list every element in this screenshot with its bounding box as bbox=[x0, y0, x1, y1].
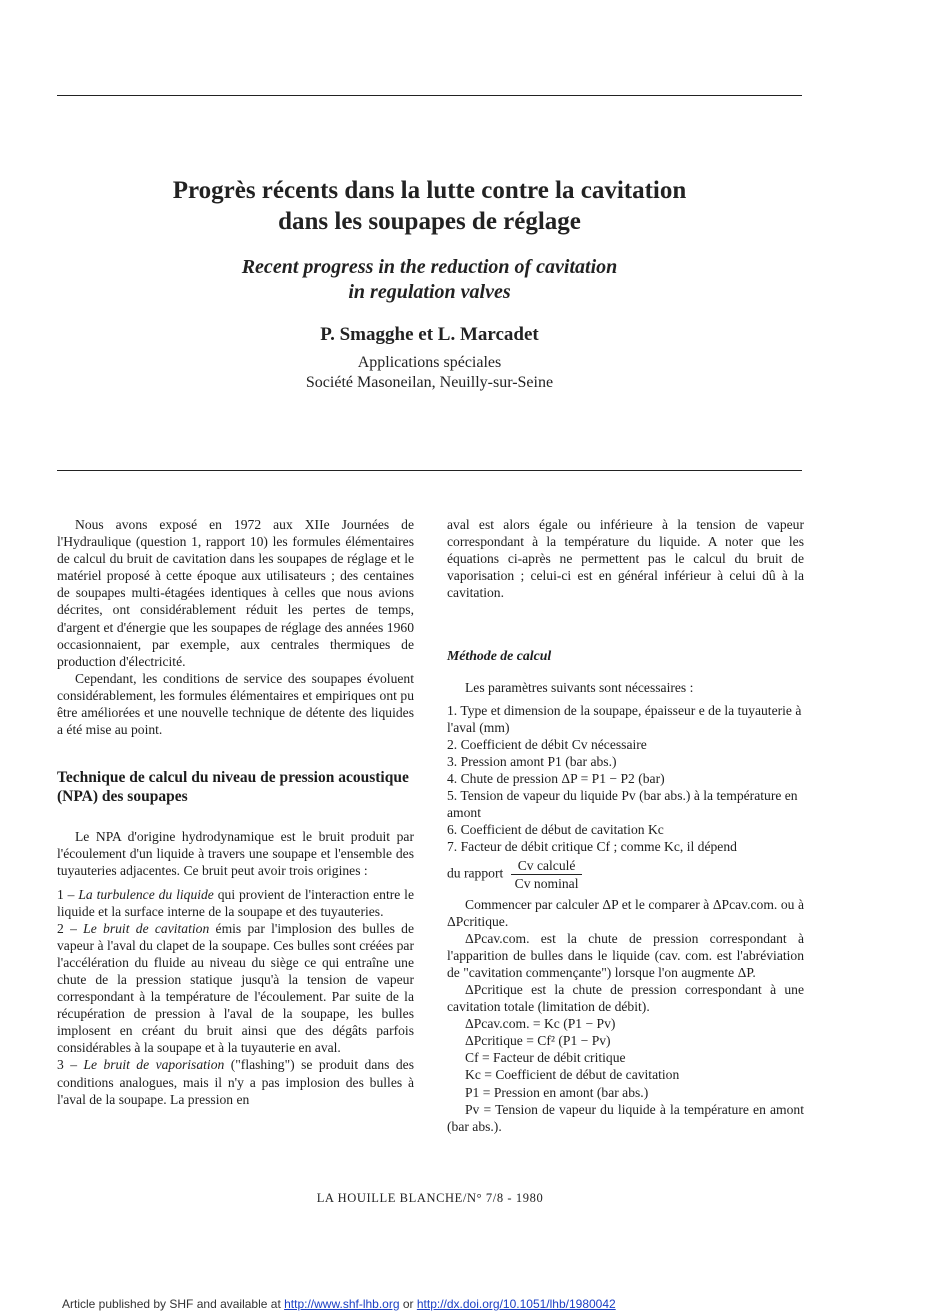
notice-text: Article published by SHF and available at bbox=[62, 1297, 285, 1311]
list-item: 4. Chute de pression ΔP = P1 − P2 (bar) bbox=[447, 771, 665, 787]
subtitle-line: in regulation valves bbox=[348, 281, 511, 303]
item-number: 2 – bbox=[57, 920, 84, 936]
item-text: émis par l'implosion des bulles de vapeur à l'aval du clapet de la soupape. Ces bulles sont créées par l'accélération du fluide au niveau du siège ce qui entraîne une chute de la pression statique jusqu'à la tension de vapeur correspondant à la température de l'écoulement. Par suite de la récupération de pression à l'aval de la soupape, les bulles implosent en créant du bruit ainsi que des dégâts parfois considérables à la soupape et à la tuyauterie en aval. bbox=[57, 920, 415, 1056]
params-list bbox=[447, 702, 804, 856]
top-rule bbox=[57, 95, 802, 96]
definition: P1 = Pression en amont (bar abs.) bbox=[465, 1084, 649, 1100]
definition: Cf = Facteur de débit critique bbox=[465, 1050, 626, 1066]
npa-paragraph: Le NPA d'origine hydrodynamique est le bruit produit par l'écoulement d'un liquide à travers une soupape et l'ensemble des tuyauteries adjacentes. Ce bruit peut avoir trois origines : bbox=[57, 829, 414, 879]
definition: Pv = Tension de vapeur du liquide à la température en amont (bar abs.). bbox=[447, 1101, 804, 1134]
shf-link[interactable]: http://www.shf-lhb.org bbox=[284, 1297, 400, 1311]
ratio-formula bbox=[447, 857, 804, 892]
affiliation bbox=[57, 353, 802, 393]
params-intro: Les paramètres suivants sont nécessaires : bbox=[465, 679, 694, 695]
right-column bbox=[447, 516, 804, 1135]
list-item: 3. Pression amont P1 (bar abs.) bbox=[447, 753, 617, 769]
intro-paragraph: Nous avons exposé en 1972 aux XIIe Journées de l'Hydraulique (question 1, rapport 10) les formules élémentaires de calcul du bruit de cavitation dans les soupapes de réglage et le matériel proposé à cette époque aux utilisateurs ; des centaines de soupapes multi-étagées identiques à celles que nous avions décrites, ont considérablement réduit les pertes de temps, d'argent et d'énergie que les soupapes de réglage des années 1960 occasionnaient, par exemple, aux centrales thermiques de production d'électricité. bbox=[57, 517, 414, 669]
subsection-heading: Méthode de calcul bbox=[447, 648, 552, 664]
equations bbox=[447, 1015, 804, 1100]
left-column bbox=[57, 516, 414, 1108]
fraction-numerator: Cv calculé bbox=[511, 857, 583, 875]
title-line: dans les soupapes de réglage bbox=[278, 208, 581, 235]
title-line: Progrès récents dans la lutte contre la cavitation bbox=[172, 177, 687, 204]
continuation-paragraph: aval est alors égale ou inférieure à la tension de vapeur correspondant à la température du liquide. A noter que les équations ci-après ne permettent pas le calcul du bruit de vaporisation ; celui-ci est en général inférieur à celui dû à la cavitation. bbox=[447, 517, 804, 601]
conditions-paragraph: Cependant, les conditions de service des soupapes évoluent considérablement, les formules élémentaires et empiriques ont pu être améliorées et une nouvelle technique de détente des liquides a été mise au point. bbox=[57, 670, 414, 738]
origin-item-vaporisation bbox=[57, 1056, 414, 1107]
list-item: 5. Tension de vapeur du liquide Pv (bar abs.) à la température en amont bbox=[447, 788, 798, 821]
item-term: La turbulence du liquide bbox=[78, 886, 214, 902]
item-number: 3 – bbox=[57, 1057, 84, 1073]
item-number: 1 – bbox=[57, 886, 79, 902]
article-subtitle bbox=[57, 255, 802, 305]
ratio-prefix: du rapport bbox=[447, 865, 504, 881]
fraction-denominator: Cv nominal bbox=[514, 875, 579, 891]
journal-footer: LA HOUILLE BLANCHE/N° 7/8 - 1980 bbox=[316, 1191, 544, 1205]
list-item: 7. Facteur de débit critique Cf ; comme Kc, il dépend bbox=[447, 839, 737, 855]
article-title bbox=[57, 175, 802, 237]
section-rule bbox=[57, 470, 802, 471]
section-heading: Technique de calcul du niveau de pression acoustique (NPA) des soupapes bbox=[57, 769, 409, 806]
affiliation-line: Société Masoneilan, Neuilly-sur-Seine bbox=[305, 374, 554, 391]
fraction bbox=[511, 857, 583, 892]
equation: ΔPcav.com. = Kc (P1 − Pv) bbox=[465, 1016, 616, 1032]
item-text: ("flashing") se produit dans des conditions analogues, mais il n'y a pas implosion des bulles à l'aval de la soupape. La pression en bbox=[57, 1057, 414, 1107]
origin-item-turbulence bbox=[57, 886, 414, 920]
list-item: 2. Coefficient de débit Cv nécessaire bbox=[447, 736, 647, 752]
origin-item-cavitation bbox=[57, 920, 414, 1057]
cavcom-paragraph: ΔPcav.com. est la chute de pression correspondant à l'apparition de bulles dans le liquide (cav. com. est l'abréviation de "cavitation commençante") lorsque l'on augmente ΔP. bbox=[447, 930, 804, 980]
item-term: Le bruit de cavitation bbox=[83, 920, 210, 936]
subtitle-line: Recent progress in the reduction of cavitation bbox=[241, 256, 618, 278]
affiliation-line: Applications spéciales bbox=[357, 354, 502, 371]
publication-notice bbox=[62, 1297, 616, 1311]
list-item: 6. Coefficient de début de cavitation Kc bbox=[447, 822, 664, 838]
definition: Kc = Coefficient de début de cavitation bbox=[465, 1067, 680, 1083]
item-term: Le bruit de vaporisation bbox=[83, 1057, 225, 1073]
equation: ΔPcritique = Cf² (P1 − Pv) bbox=[465, 1033, 611, 1049]
compare-paragraph: Commencer par calculer ΔP et le comparer à ΔPcav.com. ou à ΔPcritique. bbox=[447, 896, 804, 929]
title-block bbox=[57, 175, 802, 393]
list-item: 1. Type et dimension de la soupape, épaisseur e de la tuyauterie à l'aval (mm) bbox=[447, 702, 802, 735]
notice-or: or bbox=[399, 1297, 417, 1311]
authors: P. Smagghe et L. Marcadet bbox=[320, 324, 539, 345]
critique-paragraph: ΔPcritique est la chute de pression correspondant à une cavitation totale (limitation de débit). bbox=[447, 981, 804, 1015]
item-text: qui provient de l'interaction entre le liquide et la surface interne de la soupape et des tuyauteries. bbox=[57, 886, 414, 919]
doi-link[interactable]: http://dx.doi.org/10.1051/lhb/1980042 bbox=[416, 1297, 616, 1311]
